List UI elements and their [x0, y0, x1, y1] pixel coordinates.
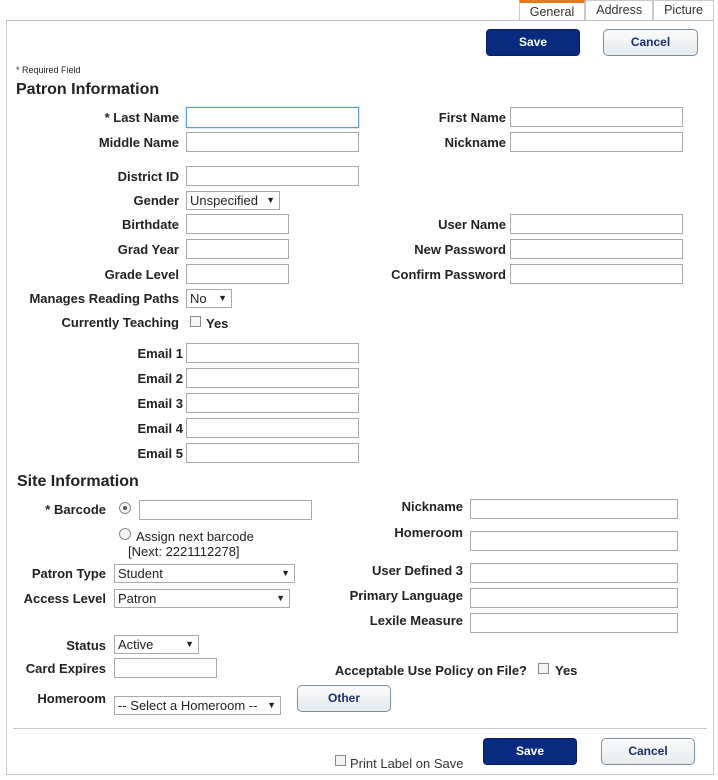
- manages-reading-paths-select[interactable]: [186, 289, 232, 308]
- cancel-button-top[interactable]: Cancel: [603, 29, 698, 56]
- card-expires-input[interactable]: [114, 658, 217, 678]
- assign-next-barcode-radio[interactable]: [119, 528, 131, 540]
- patron-information-heading: Patron Information: [16, 81, 160, 98]
- primary-language-label: Primary Language: [349, 588, 463, 603]
- email-3-label: Email 3: [137, 396, 183, 411]
- patron-type-select[interactable]: [114, 564, 295, 583]
- barcode-input[interactable]: [139, 500, 312, 520]
- gender-select-value: Unspecified: [190, 193, 258, 208]
- email-1-input[interactable]: [186, 343, 359, 363]
- print-label-checkbox[interactable]: [335, 755, 346, 766]
- tab-bar: [519, 0, 714, 21]
- email-2-label: Email 2: [137, 371, 183, 386]
- primary-language-input[interactable]: [470, 588, 678, 608]
- grade-level-input[interactable]: [186, 264, 289, 284]
- birthdate-input[interactable]: [186, 214, 289, 234]
- manages-reading-paths-value: No: [190, 291, 207, 306]
- currently-teaching-checkbox[interactable]: [190, 316, 201, 327]
- lexile-measure-label: Lexile Measure: [369, 613, 463, 628]
- user-defined-3-label: User Defined 3: [371, 563, 463, 578]
- access-level-select[interactable]: [114, 589, 290, 608]
- save-button-top[interactable]: Save: [486, 29, 580, 56]
- site-nickname-label: Nickname: [401, 499, 463, 514]
- chevron-down-icon: ▼: [185, 639, 194, 649]
- grade-level-label: Grade Level: [104, 267, 179, 282]
- chevron-down-icon: ▼: [281, 568, 290, 578]
- status-value: Active: [118, 637, 154, 652]
- user-defined-3-input[interactable]: [470, 563, 678, 583]
- email-5-label: Email 5: [137, 446, 183, 461]
- email-1-label: Email 1: [137, 346, 183, 361]
- homeroom-select-value: -- Select a Homeroom --: [118, 698, 258, 713]
- print-label-on-save-label: Print Label on Save: [350, 756, 464, 771]
- chevron-down-icon: ▼: [267, 700, 276, 710]
- first-name-input[interactable]: [510, 107, 683, 127]
- lexile-measure-input[interactable]: [470, 613, 678, 633]
- nickname-input[interactable]: [510, 132, 683, 152]
- district-id-label: District ID: [117, 169, 179, 184]
- chevron-down-icon: ▼: [218, 293, 227, 303]
- middle-name-input[interactable]: [186, 132, 359, 152]
- next-barcode-value: [Next: 2221112278]: [128, 544, 240, 559]
- status-label: Status: [66, 638, 106, 653]
- status-select[interactable]: [114, 635, 199, 654]
- tab-general[interactable]: General: [519, 0, 585, 21]
- birthdate-label: Birthdate: [121, 217, 179, 232]
- last-name-input[interactable]: [186, 107, 359, 128]
- confirm-password-input[interactable]: [510, 264, 683, 284]
- tab-address[interactable]: Address: [585, 0, 653, 21]
- aup-checkbox[interactable]: [538, 663, 549, 674]
- homeroom-select-label: Homeroom: [37, 691, 106, 706]
- grad-year-label: Grad Year: [117, 242, 179, 257]
- district-id-input[interactable]: [186, 166, 359, 186]
- homeroom-select[interactable]: [114, 696, 281, 715]
- aup-label: Acceptable Use Policy on File?: [334, 663, 527, 678]
- confirm-password-label: Confirm Password: [391, 267, 506, 282]
- footer-divider: [13, 728, 707, 729]
- gender-label: Gender: [133, 193, 179, 208]
- grad-year-input[interactable]: [186, 239, 289, 259]
- chevron-down-icon: ▼: [276, 593, 285, 603]
- email-4-input[interactable]: [186, 418, 359, 438]
- barcode-radio[interactable]: [119, 502, 131, 514]
- aup-yes-label: Yes: [555, 663, 578, 678]
- user-name-input[interactable]: [510, 214, 683, 234]
- barcode-label: * Barcode: [45, 502, 106, 517]
- email-4-label: Email 4: [137, 421, 183, 436]
- other-button[interactable]: Other: [297, 685, 391, 712]
- patron-type-label: Patron Type: [31, 566, 106, 581]
- access-level-value: Patron: [118, 591, 157, 606]
- manages-reading-paths-label: Manages Reading Paths: [29, 291, 179, 306]
- middle-name-label: Middle Name: [98, 135, 179, 150]
- email-3-input[interactable]: [186, 393, 359, 413]
- nickname-label: Nickname: [444, 135, 506, 150]
- homeroom-input[interactable]: [470, 531, 678, 551]
- user-name-label: User Name: [438, 217, 506, 232]
- tab-picture[interactable]: Picture: [653, 0, 714, 21]
- cancel-button-bottom[interactable]: Cancel: [601, 738, 695, 765]
- first-name-label: First Name: [438, 110, 506, 125]
- new-password-label: New Password: [414, 242, 506, 257]
- last-name-label: * Last Name: [104, 110, 179, 125]
- chevron-down-icon: ▼: [266, 195, 275, 205]
- new-password-input[interactable]: [510, 239, 683, 259]
- access-level-label: Access Level: [23, 591, 106, 606]
- gender-select[interactable]: [186, 191, 280, 210]
- homeroom-label: Homeroom: [394, 525, 463, 540]
- currently-teaching-label: Currently Teaching: [61, 315, 179, 330]
- patron-type-value: Student: [118, 566, 163, 581]
- assign-next-barcode-label: Assign next barcode: [136, 529, 254, 544]
- save-button-bottom[interactable]: Save: [483, 738, 577, 765]
- email-5-input[interactable]: [186, 443, 359, 463]
- required-field-note: * Required Field: [16, 65, 81, 75]
- card-expires-label: Card Expires: [25, 661, 106, 676]
- currently-teaching-yes-label: Yes: [206, 316, 229, 331]
- email-2-input[interactable]: [186, 368, 359, 388]
- site-information-heading: Site Information: [17, 473, 139, 490]
- site-nickname-input[interactable]: [470, 499, 678, 519]
